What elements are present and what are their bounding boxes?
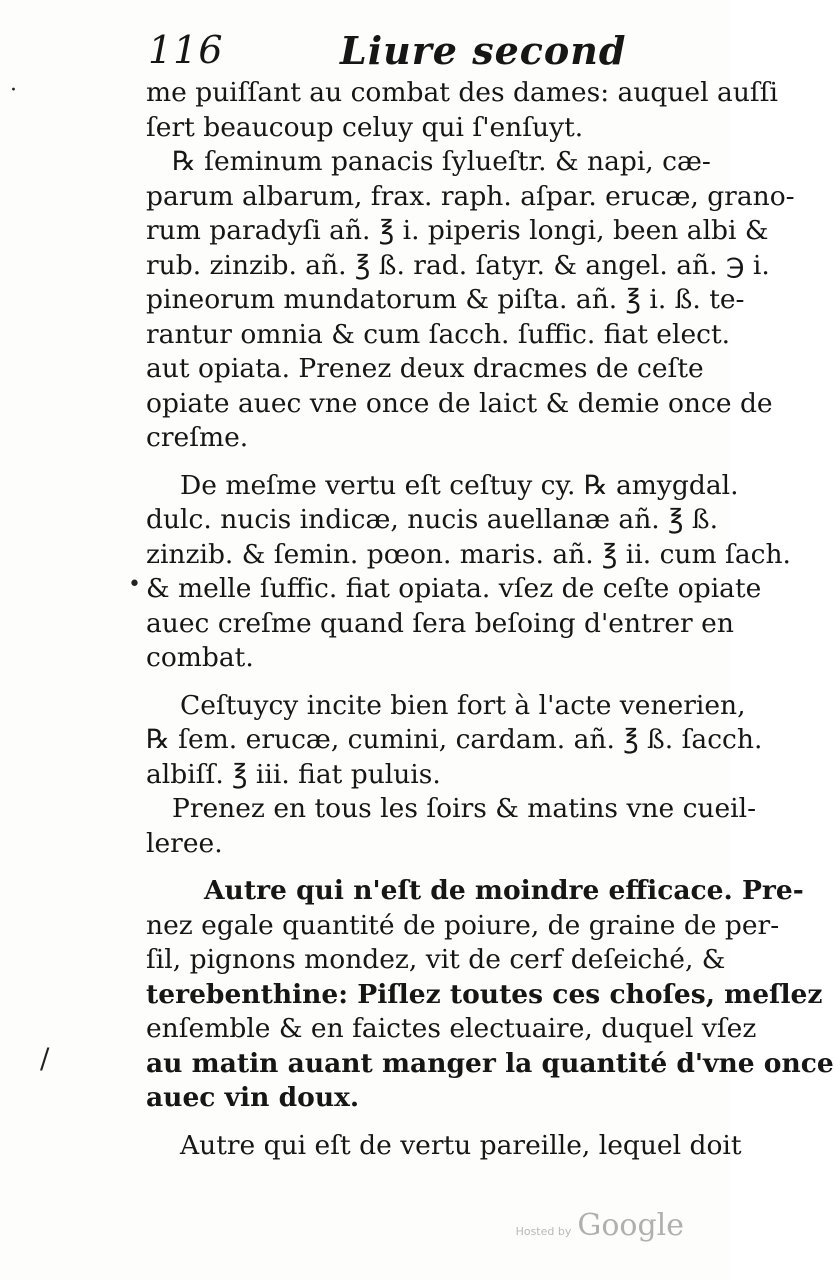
text-line: creſme. bbox=[146, 422, 249, 453]
text-line: auec creſme quand ſera beſoing d'entrer en bbox=[146, 607, 734, 639]
text-line: De meſme vertu eſt ceſtuy cy. ℞ amygdal. bbox=[180, 469, 739, 501]
text-line: parum albarum, frax. raph. aſpar. erucæ, grano- bbox=[146, 180, 795, 212]
text-line: rantur omnia & cum ſacch. ſuffic. fiat elect. bbox=[146, 318, 731, 350]
google-logo: Google bbox=[577, 1208, 684, 1243]
text-line: leree. bbox=[146, 827, 223, 859]
text-line: me puiſſant au combat des dames: auquel auſſi bbox=[146, 77, 778, 108]
text-line: Autre qui eſt de vertu pareille, lequel doit bbox=[180, 1129, 742, 1161]
text-line: auec vin doux. bbox=[146, 1082, 360, 1113]
text-line: dulc. nucis indicæ, nucis auellanæ añ. ℥ ß. bbox=[146, 504, 718, 535]
text-line: enſemble & en faictes electuaire, duquel vſez bbox=[146, 1013, 757, 1044]
text-line: albiſſ. ℥ iii. fiat puluis. bbox=[146, 758, 441, 790]
text-line: & melle ſuffic. fiat opiata. vſez de ceſte opiate bbox=[146, 573, 762, 604]
margin-ink-mark: / bbox=[40, 1042, 50, 1075]
text-line: pineorum mundatorum & piſta. añ. ℥ i. ß. te- bbox=[146, 284, 745, 315]
margin-speck: · bbox=[10, 78, 17, 103]
body-text bbox=[146, 76, 834, 1163]
text-line: rum paradyſi añ. ℥ i. piperis longi, been albi & bbox=[146, 215, 769, 246]
page-header bbox=[148, 28, 708, 78]
text-line: aut opiata. Prenez deux dracmes de ceſte bbox=[146, 353, 704, 384]
text-line: Ceſtuycy incite bien fort à l'acte venerien, bbox=[180, 689, 746, 721]
text-line: Prenez en tous les ſoirs & matins vne cueil- bbox=[172, 793, 757, 824]
text-line: opiate auec vne once de laict & demie once de bbox=[146, 387, 773, 419]
text-line: nez egale quantité de poiure, de graine de per- bbox=[146, 909, 780, 941]
text-line: ſil, pignons mondez, vit de cerf deſeiché, & bbox=[146, 944, 726, 975]
text-line: combat. bbox=[146, 642, 254, 673]
text-line: terebenthine: Piſlez toutes ces choſes, meſlez bbox=[146, 978, 823, 1010]
text-line: Autre qui n'eſt de moindre efficace. Pre- bbox=[204, 875, 804, 906]
text-line: ℞ ſeminum panacis ſylueſtr. & napi, cæ- bbox=[172, 146, 711, 177]
text-line: ℞ ſem. erucæ, cumini, cardam. añ. ℥ ß. ſacch. bbox=[146, 724, 763, 755]
margin-bullet: • bbox=[128, 572, 141, 597]
running-head: Liure second bbox=[340, 28, 627, 73]
text-line: au matin auant manger la quantité d'vne once bbox=[146, 1047, 834, 1079]
watermark-prefix: Hosted by bbox=[515, 1225, 572, 1238]
text-line: zinzib. & ſemin. pœon. maris. añ. ℥ ii. cum ſach. bbox=[146, 538, 791, 570]
page-number: 116 bbox=[148, 28, 224, 72]
text-line: ſert beaucoup celuy qui ſ'enſuyt. bbox=[146, 111, 584, 143]
google-watermark bbox=[516, 1208, 684, 1244]
text-line: rub. zinzib. añ. ℥ ß. rad. ſatyr. & angel. añ. ℈ i. bbox=[146, 249, 770, 281]
